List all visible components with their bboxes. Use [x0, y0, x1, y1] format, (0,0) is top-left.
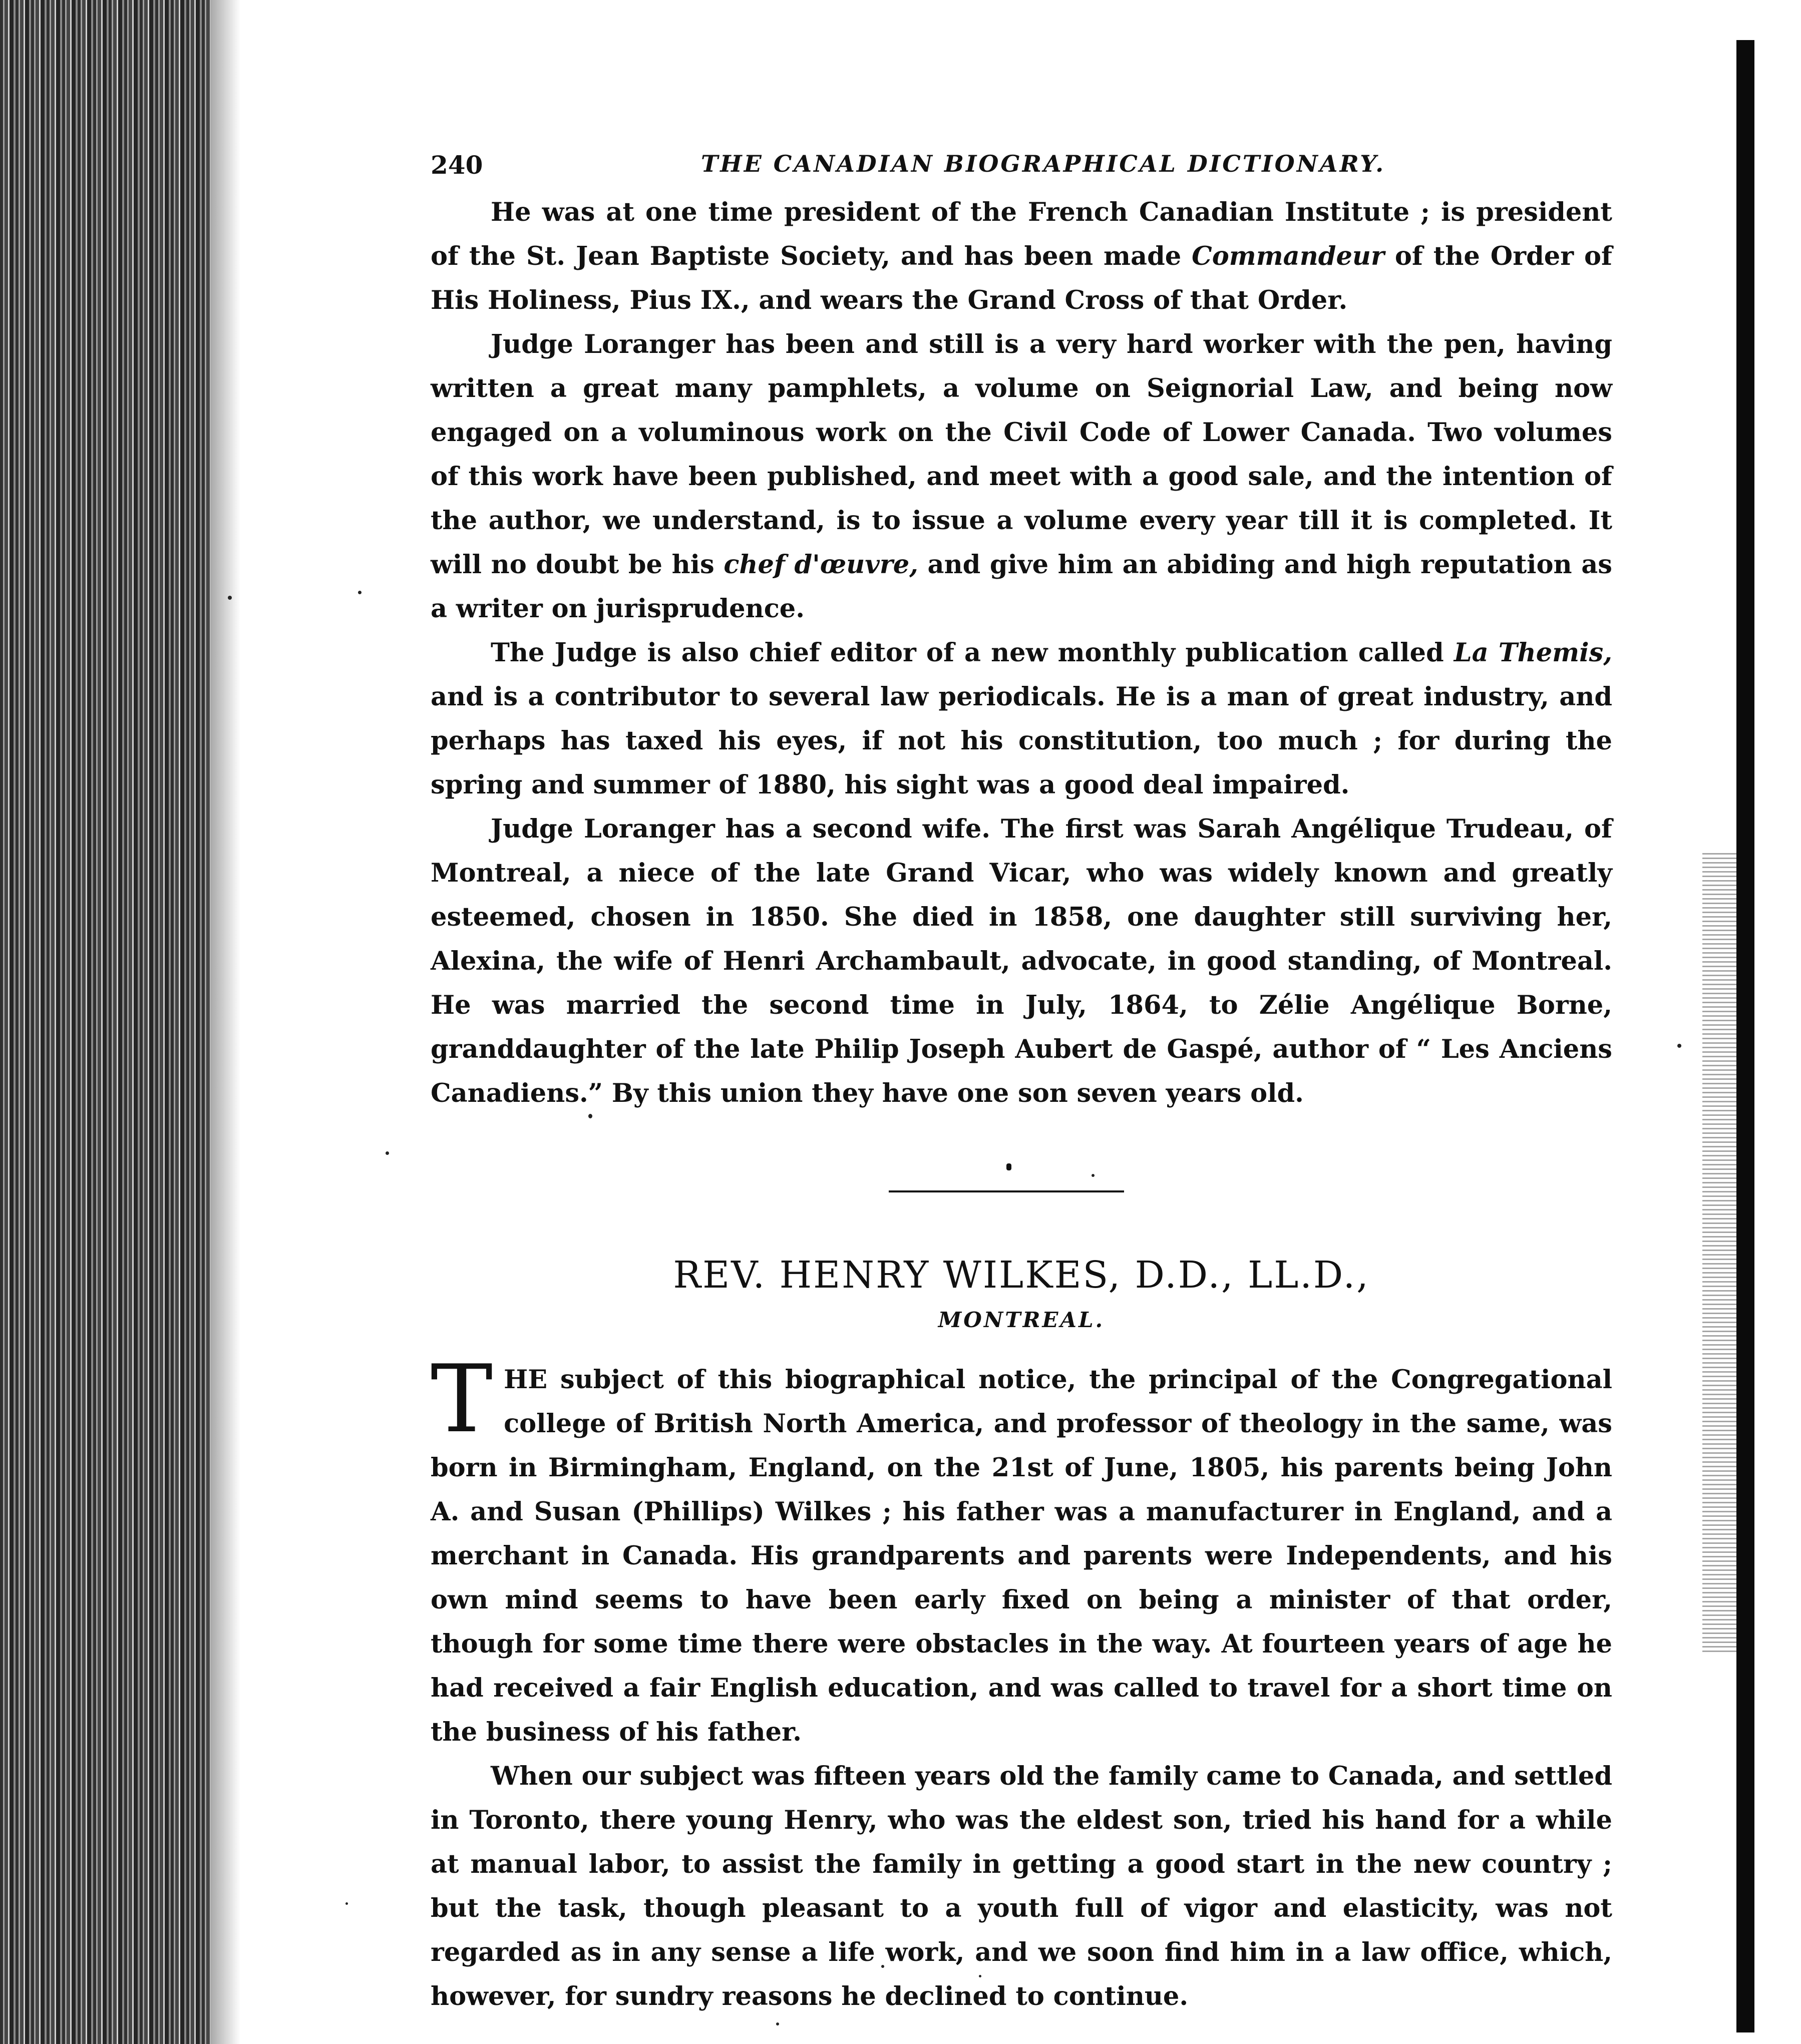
scan-binding-edge-right	[1736, 40, 1754, 2032]
paragraph-4: Judge Loranger has a second wife. The first was Sarah Angélique Trudeau, of Montreal, a niece of the late Grand Vicar, who was widely known and greatly esteemed, chosen in 1850. She died in 1858, one daughter still surviving her, Alexina, the wife of Henri Archambault, advocate, in good standing, of Montreal. He was married the second time in July, 1864, to Zélie Angélique Borne, granddaughter of the late Philip Joseph Aubert de Gaspé, author of “ Les Anciens Canadiens.” By this union they have one son seven years old.	[431, 814, 1612, 1108]
paragraph-1-italic: Commandeur	[1192, 241, 1384, 271]
paragraph-1-text: He was at one time president of the French Canadian Institute ; is president of the St. Jean Baptiste Society, and has been made	[431, 197, 1612, 271]
paragraph-2	[431, 322, 1612, 631]
divider-ornament-dot	[1006, 1163, 1011, 1170]
paragraph-2-end: and give him an abiding and high reputation as a writer on jurisprudence.	[431, 550, 1612, 624]
paragraph-3-end: and is a contributor to several law periodicals. He is a man of great industry, and perhaps has taxed his eyes, if not his constitution, too much ; for during the spring and summer of 1880, his sight was a good deal impaired.	[431, 682, 1612, 800]
document-page	[431, 150, 1612, 2018]
paragraph-3	[431, 631, 1612, 807]
paragraph-1-end: of the Order of His Holiness, Pius IX., and wears the Grand Cross of that Order.	[431, 241, 1612, 315]
paragraph-1	[431, 190, 1612, 322]
biography-paragraph-2: When our subject was fifteen years old the family came to Canada, and settled in Toronto, there young Henry, who was the eldest son, tried his hand for a while at manual labor, to assist the family in getting a good start in the new country ; but the task, though pleasant to a youth full of vigor and elasticity, was not regarded as in any sense a life work, and we soon find him in a law office, which, however, for sundry reasons he declined to continue.	[431, 1761, 1612, 2011]
drop-cap: T	[431, 1345, 493, 1453]
biography-paragraph-1	[431, 1345, 1612, 1754]
page-number: 240	[431, 150, 483, 180]
biography-location: MONTREAL.	[938, 1308, 1105, 1332]
paragraph-2-text: Judge Loranger has been and still is a very hard worker with the pen, having written a great many pamphlets, a volume on Seignorial Law, and being now engaged on a voluminous work on the Civil Code of Lower Canada. Two volumes of this work have been published, and meet with a good sale, and the intention of the author, we understand, is to issue a volume every year till it is completed. It will no doubt be his	[431, 329, 1612, 580]
running-title: THE CANADIAN BIOGRAPHICAL DICTIONARY.	[701, 150, 1386, 177]
running-header	[431, 150, 1612, 190]
paragraph-3-text: The Judge is also chief editor of a new monthly publication called	[491, 638, 1454, 668]
biography-paragraph-1-text: HE subject of this biographical notice, the principal of the Congregational college of British North America, and professor of theology in the same, was born in Birmingham, England, on the 21st of June, 1805, his parents being John A. and Susan (Phillips) Wilkes ; his father was a manufacturer in England, and a merchant in Canada. His grandparents and parents were Independents, and his own mind seems to have been early fixed on being a minister of that order, though for some time there were obstacles in the way. At fourteen years of age he had received a fair English education, and was called to travel for a short time on the business of his father.	[431, 1365, 1612, 1747]
biography-heading: REV. HENRY WILKES, D.D., LL.D.,	[673, 1254, 1370, 1297]
scan-binding-edge-left	[0, 0, 210, 2044]
section-divider	[889, 1190, 1124, 1192]
paragraph-2-italic: chef d'œuvre,	[724, 550, 918, 580]
paragraph-3-italic: La Themis,	[1454, 638, 1612, 668]
scan-edge-shadow	[1702, 851, 1736, 1652]
